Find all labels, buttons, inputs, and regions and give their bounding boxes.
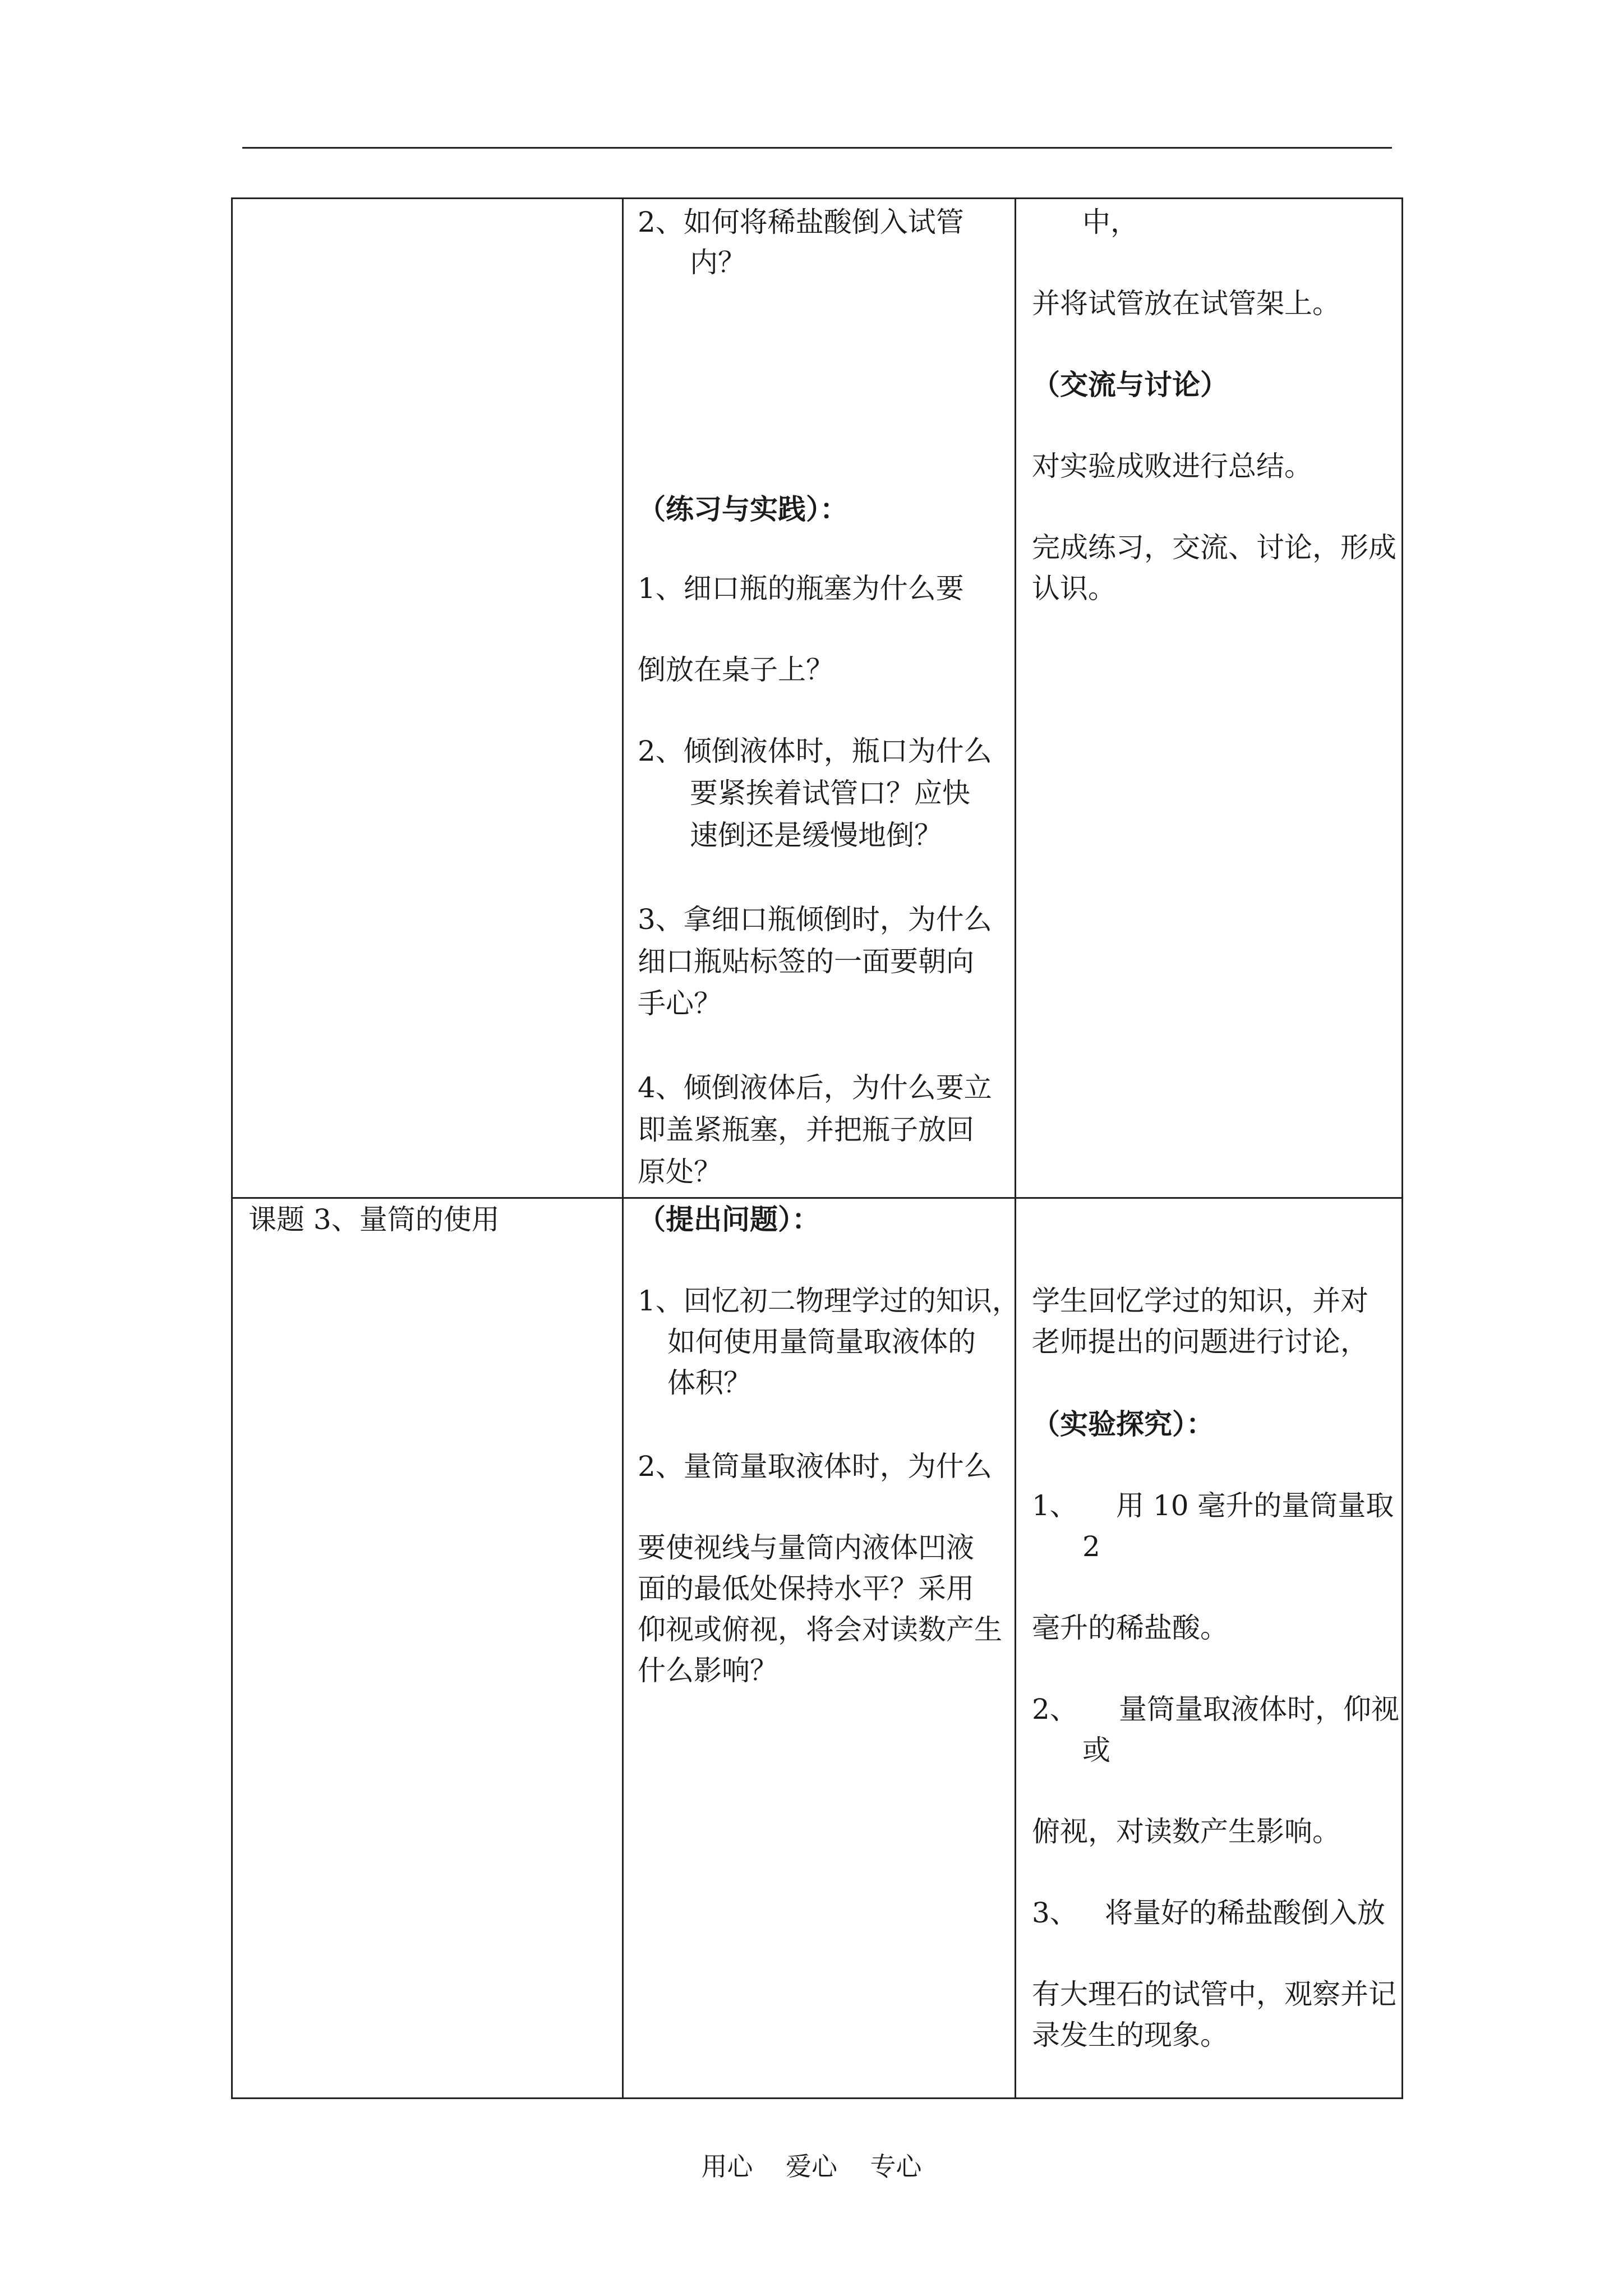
practice-q2-line3: 速倒还是缓慢地倒？ — [690, 819, 942, 852]
question-2-line5: 什么影响？ — [638, 1654, 778, 1687]
row1-col3-line2: 并将试管放在试管架上。 — [1032, 287, 1340, 320]
step-3-cont1: 有大理石的试管中，观察并记 — [1032, 1978, 1396, 2010]
row1-col2-q2-line1: 2、如何将稀盐酸倒入试管 — [638, 206, 964, 238]
question-1-line1: 1、回忆初二物理学过的知识， — [638, 1285, 1020, 1317]
step-2-text: 量筒量取液体时，仰视 — [1119, 1693, 1399, 1726]
experiment-heading: （实验探究）： — [1032, 1407, 1214, 1441]
row1-col3-line5: 认识。 — [1032, 572, 1116, 605]
discussion-heading: （交流与讨论） — [1032, 368, 1228, 401]
question-2-line2: 要使视线与量筒内液体凹液 — [638, 1531, 974, 1564]
row1-col3-line1: 中， — [1082, 206, 1138, 238]
step-2-cont2: 俯视，对读数产生影响。 — [1032, 1815, 1340, 1848]
practice-q2-line1: 2、倾倒液体时，瓶口为什么 — [638, 735, 992, 767]
practice-q3-line2: 细口瓶贴标签的一面要朝向 — [638, 945, 974, 978]
practice-q2-line2: 要紧挨着试管口？应快 — [690, 777, 970, 809]
step-1-cont1: 2 — [1082, 1530, 1100, 1563]
row1-col3-line3: 对实验成败进行总结。 — [1032, 450, 1312, 482]
practice-heading: （练习与实践）： — [638, 493, 848, 526]
step-1-text: 用 10 毫升的量筒量取 — [1116, 1489, 1394, 1522]
page-footer: 用心 爱心 专心 — [701, 2151, 922, 2182]
practice-q3-line1: 3、拿细口瓶倾倒时，为什么 — [638, 903, 992, 936]
question-1-line3: 体积？ — [667, 1366, 751, 1399]
question-2-line1: 2、量筒量取液体时，为什么 — [638, 1450, 992, 1483]
step-1-number: 1、 — [1032, 1489, 1078, 1522]
question-2-line3: 面的最低处保持水平？采用 — [638, 1572, 974, 1605]
step-3-text: 将量好的稀盐酸倒入放 — [1105, 1897, 1385, 1929]
practice-q1-line2: 倒放在桌子上？ — [638, 654, 834, 686]
step-2-cont1: 或 — [1082, 1734, 1110, 1766]
practice-q3-line3: 手心？ — [638, 987, 722, 1020]
question-1-line2: 如何使用量筒量取液体的 — [667, 1326, 976, 1358]
step-3-cont2: 录发生的现象。 — [1032, 2019, 1228, 2051]
topic-title: 课题 3、量筒的使用 — [248, 1203, 500, 1236]
practice-q1-line1: 1、细口瓶的瓶塞为什么要 — [638, 572, 964, 605]
row1-col2-q2-line2: 内？ — [690, 246, 746, 279]
row2-col3-line1: 学生回忆学过的知识，并对 — [1032, 1285, 1368, 1317]
header-rule — [242, 147, 1392, 149]
row1-col3-line4: 完成练习，交流、讨论，形成 — [1032, 531, 1396, 564]
question-2-line4: 仰视或俯视，将会对读数产生 — [638, 1613, 1002, 1646]
question-heading: （提出问题）： — [638, 1203, 820, 1236]
column-divider-2 — [1015, 199, 1016, 2097]
row-divider — [233, 1197, 1401, 1199]
practice-q4-line3: 原处？ — [638, 1156, 722, 1188]
step-1-cont2: 毫升的稀盐酸。 — [1032, 1612, 1228, 1644]
practice-q4-line1: 4、倾倒液体后，为什么要立 — [638, 1071, 992, 1104]
row2-col3-line2: 老师提出的问题进行讨论， — [1032, 1326, 1368, 1358]
column-divider-1 — [622, 199, 624, 2097]
step-2-number: 2、 — [1032, 1693, 1078, 1726]
step-3-number: 3、 — [1032, 1897, 1078, 1929]
practice-q4-line2: 即盖紧瓶塞，并把瓶子放回 — [638, 1114, 974, 1146]
